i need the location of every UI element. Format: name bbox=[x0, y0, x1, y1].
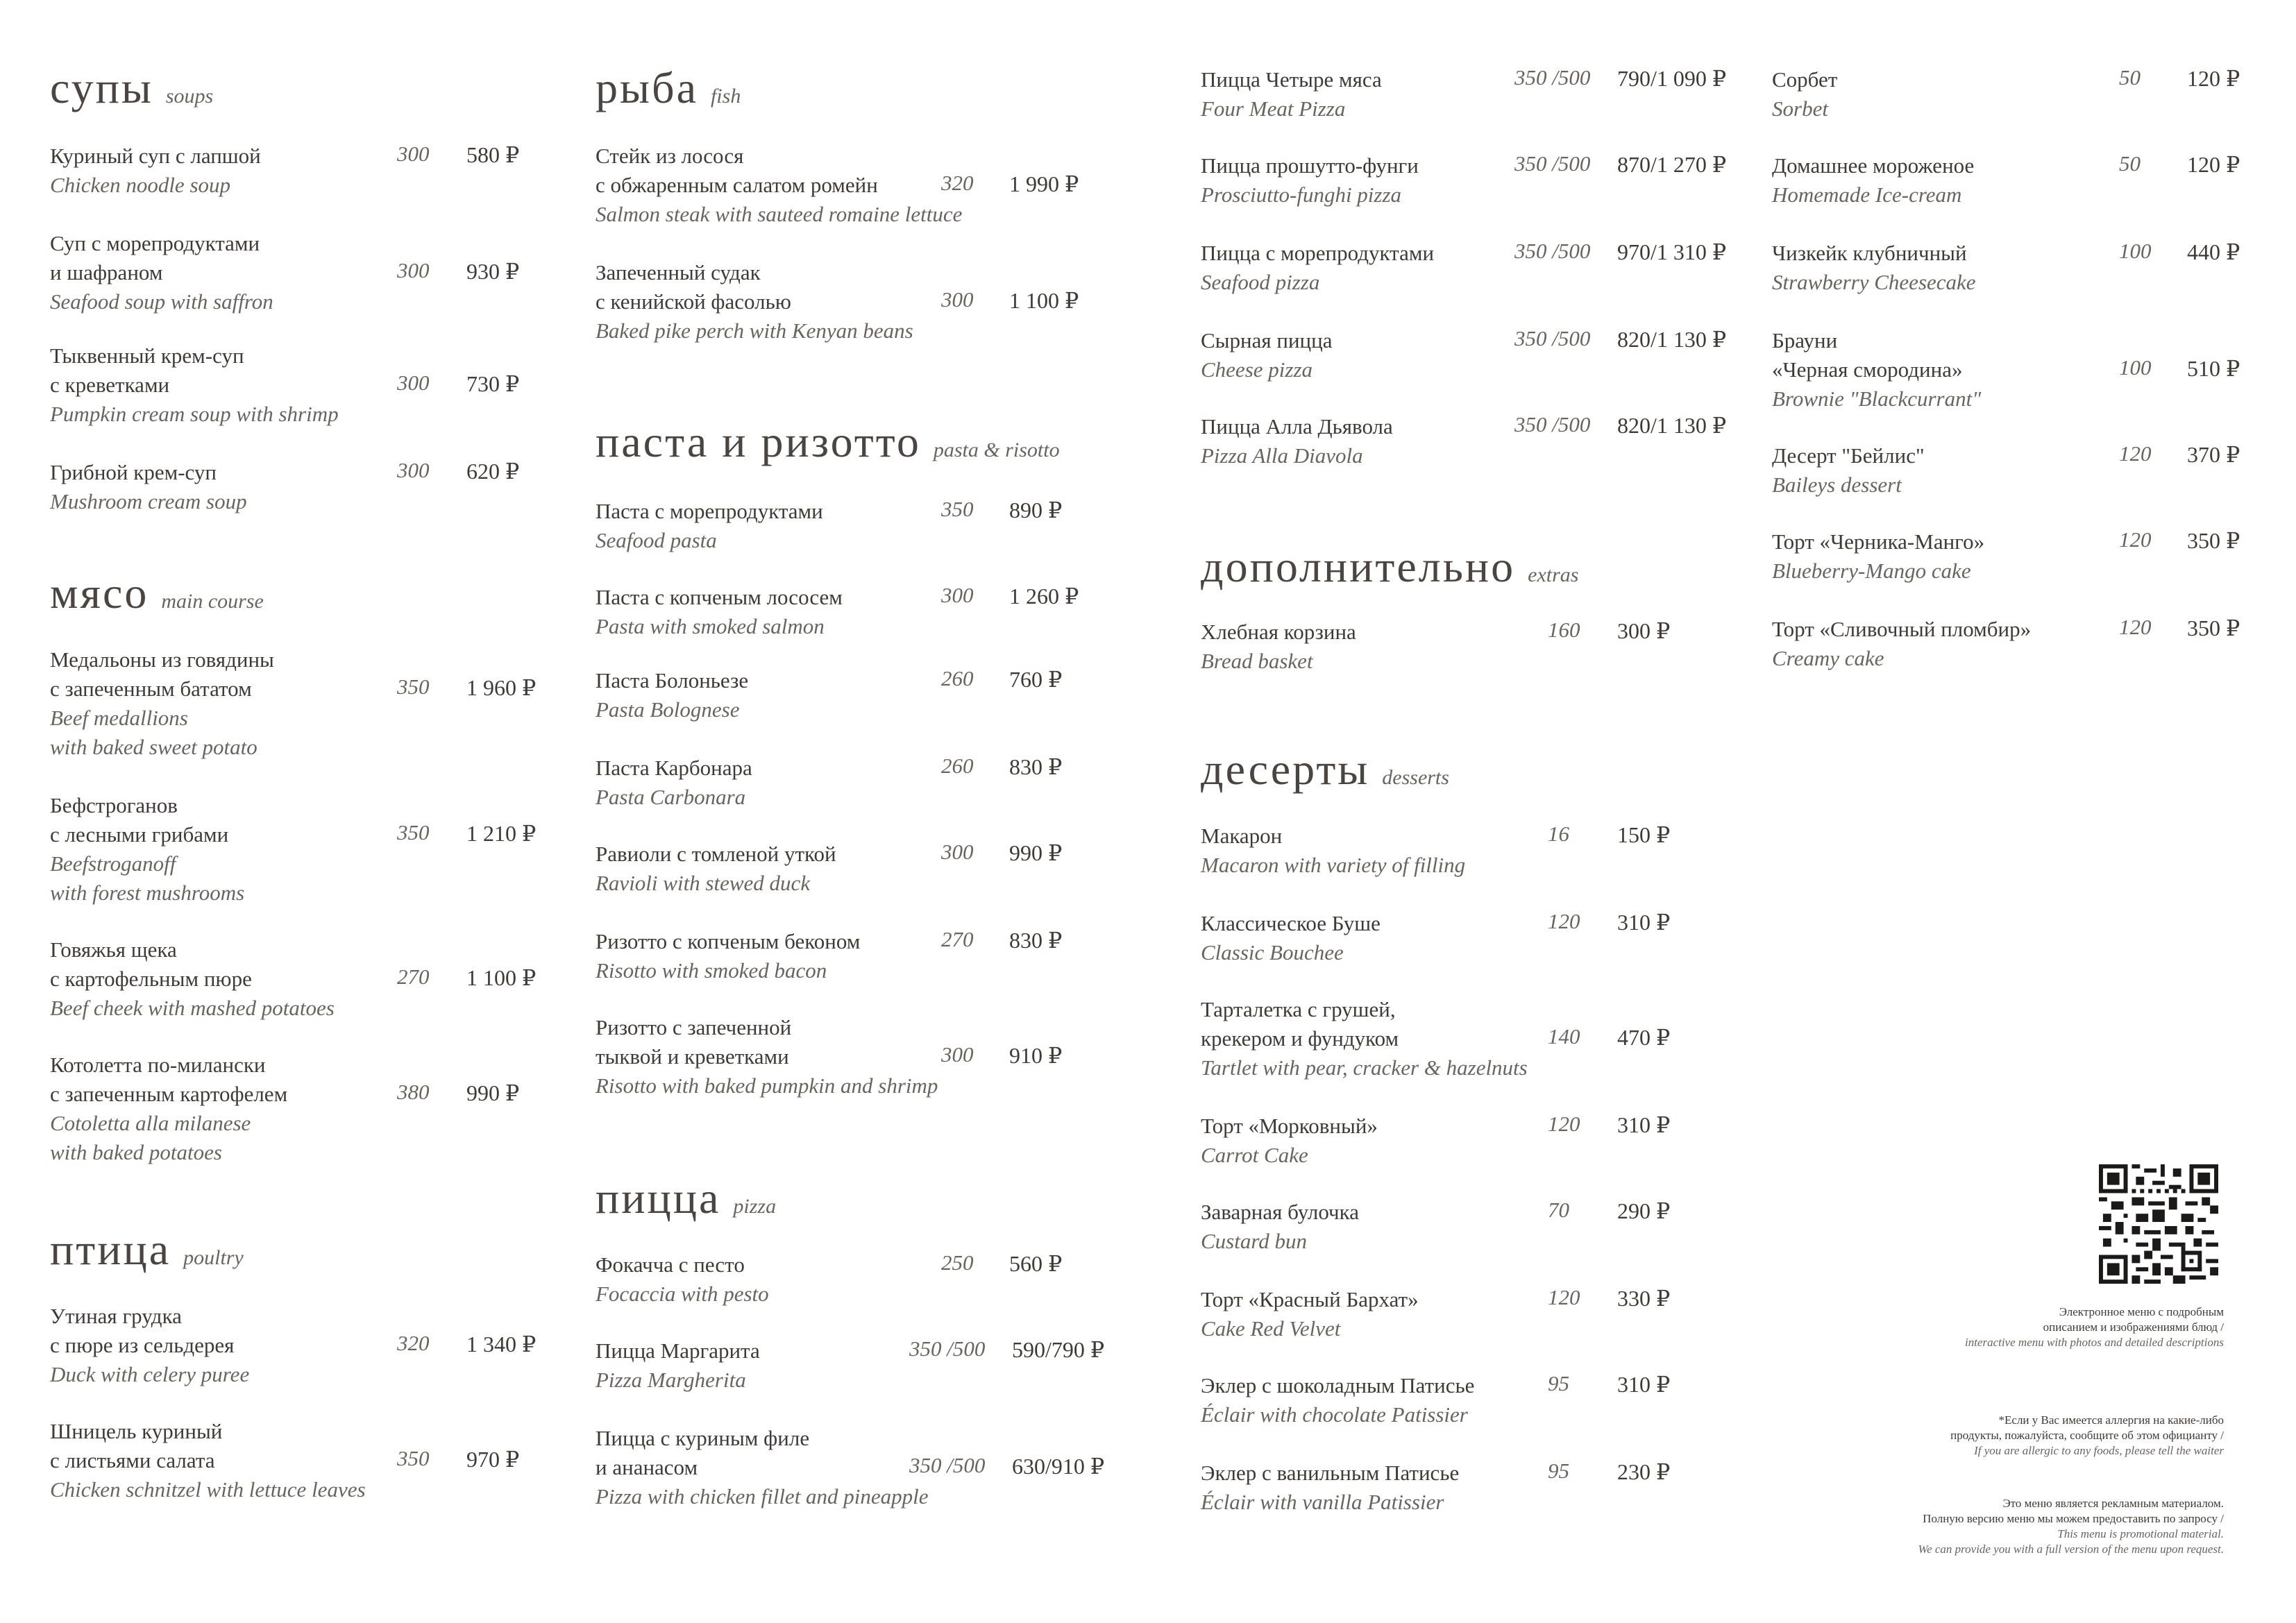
item-name-en: Beef medallions bbox=[50, 706, 188, 730]
menu-item bbox=[50, 1417, 550, 1504]
item-weight: 100 bbox=[2119, 355, 2152, 380]
item-price: 290 ₽ bbox=[1617, 1198, 1671, 1223]
item-name-ru: Фокачча с песто bbox=[596, 1252, 745, 1277]
menu-item bbox=[596, 666, 1137, 724]
item-price: 510 ₽ bbox=[2187, 356, 2240, 381]
section-title-en: poultry bbox=[183, 1246, 244, 1269]
section-title-en: main course bbox=[161, 590, 264, 613]
item-name-en: Prosciutto-funghi pizza bbox=[1201, 182, 1402, 207]
item-name-en: Baked pike perch with Kenyan beans bbox=[596, 318, 913, 343]
item-weight: 120 bbox=[1548, 1285, 1580, 1309]
item-name-ru: с запеченным картофелем bbox=[50, 1082, 288, 1106]
item-weight: 350 /500 bbox=[1514, 326, 1591, 350]
item-name-ru: Ризотто с копченым беконом bbox=[596, 929, 861, 953]
section-title-ru: паста и ризотто bbox=[596, 417, 921, 466]
item-weight: 350 /500 bbox=[1514, 239, 1591, 263]
menu-item bbox=[50, 791, 550, 908]
menu-item bbox=[50, 229, 550, 316]
section-title-pizza bbox=[596, 1173, 776, 1224]
section-title-extras bbox=[1201, 541, 1578, 593]
item-price: 350 ₽ bbox=[2187, 528, 2240, 553]
item-weight: 120 bbox=[2119, 441, 2152, 466]
item-price: 970 ₽ bbox=[466, 1447, 520, 1472]
note-text: описанием и изображениями блюд / bbox=[2043, 1320, 2224, 1334]
item-name-ru: Домашнее мороженое bbox=[1772, 153, 1975, 178]
item-name-en: Focaccia with pesto bbox=[596, 1282, 769, 1306]
item-name-ru: Тарталетка с грушей, bbox=[1201, 997, 1396, 1021]
note-text: Электронное меню с подробным bbox=[2059, 1305, 2224, 1318]
item-name-en: Classic Bouchee bbox=[1201, 940, 1344, 965]
item-price: 1 210 ₽ bbox=[466, 821, 537, 846]
item-price: 590/790 ₽ bbox=[1012, 1337, 1105, 1362]
section-title-ru: супы bbox=[50, 63, 153, 112]
item-price: 1 990 ₽ bbox=[1009, 171, 1079, 196]
item-name-ru: Утиная грудка bbox=[50, 1304, 182, 1328]
menu-item bbox=[1201, 1459, 1742, 1517]
item-price: 310 ₽ bbox=[1617, 910, 1671, 935]
item-name-ru: и ананасом bbox=[596, 1455, 698, 1479]
item-name-ru: Пицца Маргарита bbox=[596, 1339, 760, 1363]
section-title-en: soups bbox=[165, 85, 214, 108]
section-title-ru: птица bbox=[50, 1225, 171, 1274]
item-name-en: Custard bun bbox=[1201, 1229, 1308, 1253]
item-weight: 50 bbox=[2119, 151, 2141, 176]
item-price: 760 ₽ bbox=[1009, 667, 1063, 692]
item-weight: 300 bbox=[941, 1042, 974, 1067]
menu-item bbox=[596, 497, 1137, 555]
item-name-ru: Торт «Черника-Манго» bbox=[1772, 529, 1985, 554]
item-price: 730 ₽ bbox=[466, 371, 520, 396]
item-price: 370 ₽ bbox=[2187, 442, 2240, 467]
item-name-en: Creamy cake bbox=[1772, 646, 1884, 670]
menu-item bbox=[1201, 618, 1742, 676]
item-price: 990 ₽ bbox=[466, 1080, 520, 1105]
item-name-ru: Тыквенный крем-суп bbox=[50, 343, 244, 368]
section-title-ru: десерты bbox=[1201, 745, 1370, 794]
menu-item bbox=[1201, 239, 1742, 297]
section-title-en: extras bbox=[1528, 563, 1579, 586]
item-name-ru: Торт «Морковный» bbox=[1201, 1114, 1378, 1138]
menu-item bbox=[50, 341, 550, 429]
item-weight: 100 bbox=[2119, 239, 2152, 263]
note-text: Полную версию меню мы можем предоставить по запросу / bbox=[1923, 1512, 2224, 1525]
section-title-ru: рыба bbox=[596, 63, 698, 112]
item-name-ru: Запеченный судак bbox=[596, 260, 761, 284]
item-weight: 120 bbox=[2119, 527, 2152, 552]
item-name-ru: Эклер с шоколадным Патисье bbox=[1201, 1373, 1475, 1397]
menu-item bbox=[1201, 151, 1742, 210]
item-name-ru: с пюре из сельдерея bbox=[50, 1333, 235, 1357]
item-name-en: Brownie "Blackcurrant" bbox=[1772, 386, 1982, 411]
item-name-ru: Пицца Четыре мяса bbox=[1201, 67, 1382, 92]
item-name-ru: Медальоны из говядины bbox=[50, 647, 274, 672]
item-name-ru: Стейк из лосося bbox=[596, 144, 744, 168]
menu-item bbox=[50, 1302, 550, 1389]
item-name-en: Cake Red Velvet bbox=[1201, 1316, 1341, 1341]
item-name-ru: Макарон bbox=[1201, 824, 1283, 848]
section-title-en: pizza bbox=[733, 1195, 777, 1218]
item-name-ru: Бефстроганов bbox=[50, 793, 178, 817]
item-name-en: Tartlet with pear, cracker & hazelnuts bbox=[1201, 1055, 1528, 1080]
note-text-en: interactive menu with photos and detailed descriptions bbox=[1964, 1336, 2224, 1349]
item-name-en: Duck with celery puree bbox=[50, 1362, 250, 1386]
item-price: 1 340 ₽ bbox=[466, 1332, 537, 1357]
item-name-en: Éclair with chocolate Patissier bbox=[1201, 1402, 1468, 1427]
item-price: 120 ₽ bbox=[2187, 152, 2240, 177]
item-weight: 270 bbox=[941, 927, 974, 951]
item-name-ru: и шафраном bbox=[50, 260, 163, 284]
item-name-en: Pasta Bolognese bbox=[596, 697, 740, 722]
menu-item bbox=[596, 754, 1137, 812]
section-title-soups bbox=[50, 62, 213, 114]
item-price: 310 ₽ bbox=[1617, 1372, 1671, 1397]
item-name-en: Risotto with smoked bacon bbox=[596, 958, 827, 983]
item-name-en: Blueberry-Mango cake bbox=[1772, 559, 1971, 583]
item-name-en: Éclair with vanilla Patissier bbox=[1201, 1490, 1444, 1514]
item-name-ru: Десерт "Бейлис" bbox=[1772, 443, 1925, 468]
item-weight: 95 bbox=[1548, 1459, 1569, 1483]
note-text-en: If you are allergic to any foods, please tell the waiter bbox=[1974, 1444, 2224, 1457]
item-name-en: Beef cheek with mashed potatoes bbox=[50, 996, 335, 1020]
item-name-ru: Пицца с куриным филе bbox=[596, 1426, 810, 1450]
item-weight: 300 bbox=[397, 371, 430, 395]
item-name-ru: Сырная пицца bbox=[1201, 328, 1333, 352]
item-weight: 320 bbox=[397, 1331, 430, 1355]
item-price: 1 100 ₽ bbox=[466, 965, 537, 990]
menu-item bbox=[1201, 1285, 1742, 1343]
item-price: 350 ₽ bbox=[2187, 615, 2240, 640]
menu-item bbox=[596, 1013, 1137, 1101]
item-weight: 300 bbox=[941, 583, 974, 607]
note-text: *Если у Вас имеется аллергия на какие-либо bbox=[1998, 1413, 2224, 1427]
menu-item bbox=[1772, 615, 2258, 673]
item-name-en: Ravioli with stewed duck bbox=[596, 871, 811, 895]
item-name-ru: с обжаренным салатом ромейн bbox=[596, 173, 878, 197]
item-name-ru: Паста с копченым лососем bbox=[596, 585, 843, 609]
menu-item bbox=[596, 840, 1137, 898]
item-price: 620 ₽ bbox=[466, 459, 520, 484]
section-title-ru: мясо bbox=[50, 568, 149, 618]
item-weight: 120 bbox=[1548, 1112, 1580, 1136]
item-price: 630/910 ₽ bbox=[1012, 1454, 1105, 1479]
item-name-en: Baileys dessert bbox=[1772, 473, 1902, 497]
item-name-en: with baked potatoes bbox=[50, 1140, 222, 1164]
menu-item bbox=[50, 142, 550, 200]
section-title-fish bbox=[596, 62, 741, 114]
item-weight: 300 bbox=[397, 458, 430, 482]
item-price: 930 ₽ bbox=[466, 259, 520, 284]
item-name-ru: Говяжья щека bbox=[50, 937, 177, 962]
item-weight: 350 /500 bbox=[1514, 65, 1591, 90]
item-name-ru: Пицца Алла Дьявола bbox=[1201, 414, 1393, 439]
item-price: 470 ₽ bbox=[1617, 1025, 1671, 1050]
item-price: 560 ₽ bbox=[1009, 1251, 1063, 1276]
item-name-en: Pizza Margherita bbox=[596, 1368, 746, 1392]
item-name-ru: Эклер с ванильным Патисье bbox=[1201, 1461, 1460, 1485]
item-name-en: Pizza Alla Diavola bbox=[1201, 443, 1363, 468]
item-price: 300 ₽ bbox=[1617, 618, 1671, 643]
note-text: Это меню является рекламным материалом. bbox=[2002, 1497, 2224, 1510]
menu-item bbox=[1201, 65, 1742, 124]
item-weight: 350 /500 bbox=[1514, 151, 1591, 176]
menu-item bbox=[50, 935, 550, 1023]
menu-item bbox=[1201, 412, 1742, 470]
promo-note bbox=[1918, 1496, 2224, 1557]
item-weight: 350 /500 bbox=[1514, 412, 1591, 436]
item-name-en: Mushroom cream soup bbox=[50, 489, 247, 513]
item-price: 150 ₽ bbox=[1617, 822, 1671, 847]
item-weight: 95 bbox=[1548, 1371, 1569, 1395]
item-name-en: Chicken noodle soup bbox=[50, 173, 231, 197]
item-price: 790/1 090 ₽ bbox=[1617, 66, 1727, 91]
item-name-ru: Чизкейк клубничный bbox=[1772, 241, 1967, 265]
item-price: 990 ₽ bbox=[1009, 840, 1063, 865]
item-name-ru: Паста с морепродуктами bbox=[596, 499, 823, 523]
item-name-en: with forest mushrooms bbox=[50, 881, 245, 905]
item-weight: 300 bbox=[941, 287, 974, 312]
section-title-ru: пицца bbox=[596, 1173, 721, 1223]
section-title-desserts bbox=[1201, 744, 1449, 795]
item-name-ru: с лесными грибами bbox=[50, 822, 229, 847]
item-name-ru: Хлебная корзина bbox=[1201, 620, 1356, 644]
item-name-en: Pasta with smoked salmon bbox=[596, 614, 825, 638]
item-price: 440 ₽ bbox=[2187, 239, 2240, 264]
section-title-en: fish bbox=[710, 85, 741, 108]
item-name-en: Beefstroganoff bbox=[50, 851, 176, 876]
item-price: 870/1 270 ₽ bbox=[1617, 152, 1727, 177]
allergy-note bbox=[1950, 1413, 2224, 1459]
item-name-ru: Паста Болоньезе bbox=[596, 668, 749, 692]
item-name-ru: «Черная смородина» bbox=[1772, 357, 1963, 382]
menu-item bbox=[1772, 65, 2258, 124]
item-name-ru: с креветками bbox=[50, 373, 170, 397]
item-price: 1 960 ₽ bbox=[466, 675, 537, 700]
item-name-ru: Паста Карбонара bbox=[596, 756, 752, 780]
item-name-ru: Грибной крем-суп bbox=[50, 460, 217, 484]
item-price: 830 ₽ bbox=[1009, 754, 1063, 779]
item-weight: 380 bbox=[397, 1080, 430, 1104]
menu-item bbox=[596, 1336, 1137, 1395]
item-name-en: Pasta Carbonara bbox=[596, 785, 746, 809]
item-price: 230 ₽ bbox=[1617, 1459, 1671, 1484]
section-title-ru: дополнительно bbox=[1201, 542, 1516, 591]
section-title-poultry bbox=[50, 1224, 244, 1275]
item-name-en: Seafood pizza bbox=[1201, 270, 1320, 294]
qr-code[interactable] bbox=[2099, 1164, 2218, 1284]
menu-item bbox=[596, 927, 1137, 985]
item-name-ru: Заварная булочка bbox=[1201, 1200, 1359, 1224]
menu-item bbox=[50, 645, 550, 762]
item-name-ru: с картофельным пюре bbox=[50, 967, 252, 991]
item-price: 820/1 130 ₽ bbox=[1617, 327, 1727, 352]
section-title-en: pasta & risotto bbox=[933, 439, 1060, 461]
menu-item bbox=[1201, 1371, 1742, 1429]
item-name-en: Bread basket bbox=[1201, 649, 1313, 673]
menu-item bbox=[1201, 995, 1742, 1082]
item-name-ru: Торт «Сливочный пломбир» bbox=[1772, 617, 2032, 641]
item-weight: 320 bbox=[941, 171, 974, 195]
item-name-en: Salmon steak with sauteed romaine lettuce bbox=[596, 202, 963, 226]
note-text-en: This menu is promotional material. bbox=[2057, 1527, 2224, 1540]
item-weight: 160 bbox=[1548, 618, 1580, 642]
item-weight: 350 /500 bbox=[909, 1336, 986, 1361]
menu-item bbox=[1772, 441, 2258, 500]
item-weight: 260 bbox=[941, 754, 974, 778]
item-weight: 120 bbox=[1548, 909, 1580, 933]
item-weight: 70 bbox=[1548, 1198, 1569, 1222]
menu-item bbox=[596, 583, 1137, 641]
item-name-ru: Пицца с морепродуктами bbox=[1201, 241, 1435, 265]
item-price: 970/1 310 ₽ bbox=[1617, 239, 1727, 264]
menu-item bbox=[1201, 1198, 1742, 1256]
item-name-ru: Котолетта по-милански bbox=[50, 1053, 266, 1077]
item-name-ru: Пицца прошутто-фунги bbox=[1201, 153, 1419, 178]
item-price: 580 ₽ bbox=[466, 142, 520, 167]
item-name-en: with baked sweet potato bbox=[50, 735, 258, 759]
menu-item bbox=[1772, 326, 2258, 414]
item-name-en: Sorbet bbox=[1772, 96, 1828, 121]
menu-item bbox=[1772, 151, 2258, 210]
item-price: 910 ₽ bbox=[1009, 1043, 1063, 1068]
item-name-en: Seafood soup with saffron bbox=[50, 289, 273, 314]
item-name-ru: Классическое Буше bbox=[1201, 911, 1381, 935]
item-weight: 350 /500 bbox=[909, 1453, 986, 1477]
item-name-en: Chicken schnitzel with lettuce leaves bbox=[50, 1477, 366, 1502]
item-name-en: Macaron with variety of filling bbox=[1201, 853, 1466, 877]
item-name-en: Risotto with baked pumpkin and shrimp bbox=[596, 1073, 938, 1098]
item-name-ru: Суп с морепродуктами bbox=[50, 231, 260, 255]
item-price: 120 ₽ bbox=[2187, 66, 2240, 91]
menu-item bbox=[596, 1250, 1137, 1309]
item-weight: 300 bbox=[941, 840, 974, 864]
item-weight: 300 bbox=[397, 258, 430, 282]
menu-item bbox=[1201, 326, 1742, 384]
item-weight: 16 bbox=[1548, 822, 1569, 846]
menu-item bbox=[1201, 822, 1742, 880]
menu-item bbox=[1201, 1112, 1742, 1170]
menu-item bbox=[50, 1051, 550, 1167]
item-weight: 250 bbox=[941, 1250, 974, 1275]
item-name-en: Cotoletta alla milanese bbox=[50, 1111, 251, 1135]
menu-item bbox=[1772, 527, 2258, 586]
item-weight: 350 bbox=[397, 820, 430, 844]
item-name-ru: с запеченным бататом bbox=[50, 677, 252, 701]
menu-item bbox=[1772, 239, 2258, 297]
item-weight: 120 bbox=[2119, 615, 2152, 639]
note-text-en: We can provide you with a full version of the menu upon request. bbox=[1918, 1543, 2224, 1556]
menu-item bbox=[1201, 909, 1742, 967]
item-name-ru: Шницель куриный bbox=[50, 1419, 223, 1443]
item-weight: 350 bbox=[397, 674, 430, 699]
item-name-ru: с кенийской фасолью bbox=[596, 289, 791, 314]
item-name-en: Seafood pasta bbox=[596, 528, 717, 552]
menu-item bbox=[596, 258, 1137, 346]
item-name-ru: Торт «Красный Бархат» bbox=[1201, 1287, 1419, 1311]
item-weight: 140 bbox=[1548, 1024, 1580, 1048]
item-price: 310 ₽ bbox=[1617, 1112, 1671, 1137]
item-name-en: Four Meat Pizza bbox=[1201, 96, 1346, 121]
item-name-ru: Равиоли с томленой уткой bbox=[596, 842, 836, 866]
section-title-pasta bbox=[596, 416, 1060, 468]
item-weight: 270 bbox=[397, 965, 430, 989]
section-title-meat bbox=[50, 568, 264, 619]
item-name-ru: Куриный суп с лапшой bbox=[50, 144, 261, 168]
item-name-en: Carrot Cake bbox=[1201, 1143, 1308, 1167]
item-weight: 350 bbox=[941, 497, 974, 521]
menu-item bbox=[596, 142, 1137, 229]
item-price: 1 260 ₽ bbox=[1009, 584, 1079, 609]
item-name-ru: тыквой и креветками bbox=[596, 1044, 789, 1069]
item-name-ru: Брауни bbox=[1772, 328, 1838, 352]
menu-item bbox=[50, 458, 550, 516]
item-weight: 260 bbox=[941, 666, 974, 690]
menu-item bbox=[596, 1424, 1137, 1511]
section-title-en: desserts bbox=[1382, 766, 1449, 789]
item-price: 330 ₽ bbox=[1617, 1286, 1671, 1311]
item-price: 890 ₽ bbox=[1009, 498, 1063, 522]
item-price: 1 100 ₽ bbox=[1009, 288, 1079, 313]
item-weight: 300 bbox=[397, 142, 430, 166]
item-name-en: Homemade Ice-cream bbox=[1772, 182, 1962, 207]
item-name-ru: с листьями салата bbox=[50, 1448, 215, 1472]
item-name-en: Pizza with chicken fillet and pineapple bbox=[596, 1484, 929, 1509]
item-name-en: Cheese pizza bbox=[1201, 357, 1313, 382]
item-name-ru: Ризотто с запеченной bbox=[596, 1015, 792, 1039]
note-text: продукты, пожалуйста, сообщите об этом официанту / bbox=[1950, 1429, 2224, 1442]
item-name-en: Strawberry Cheesecake bbox=[1772, 270, 1976, 294]
item-price: 830 ₽ bbox=[1009, 928, 1063, 953]
item-name-en: Pumpkin cream soup with shrimp bbox=[50, 402, 339, 426]
item-weight: 50 bbox=[2119, 65, 2141, 90]
item-name-ru: крекером и фундуком bbox=[1201, 1026, 1399, 1051]
item-weight: 350 bbox=[397, 1446, 430, 1470]
qr-caption bbox=[1965, 1305, 2224, 1350]
item-name-ru: Сорбет bbox=[1772, 67, 1838, 92]
item-price: 820/1 130 ₽ bbox=[1617, 413, 1727, 438]
